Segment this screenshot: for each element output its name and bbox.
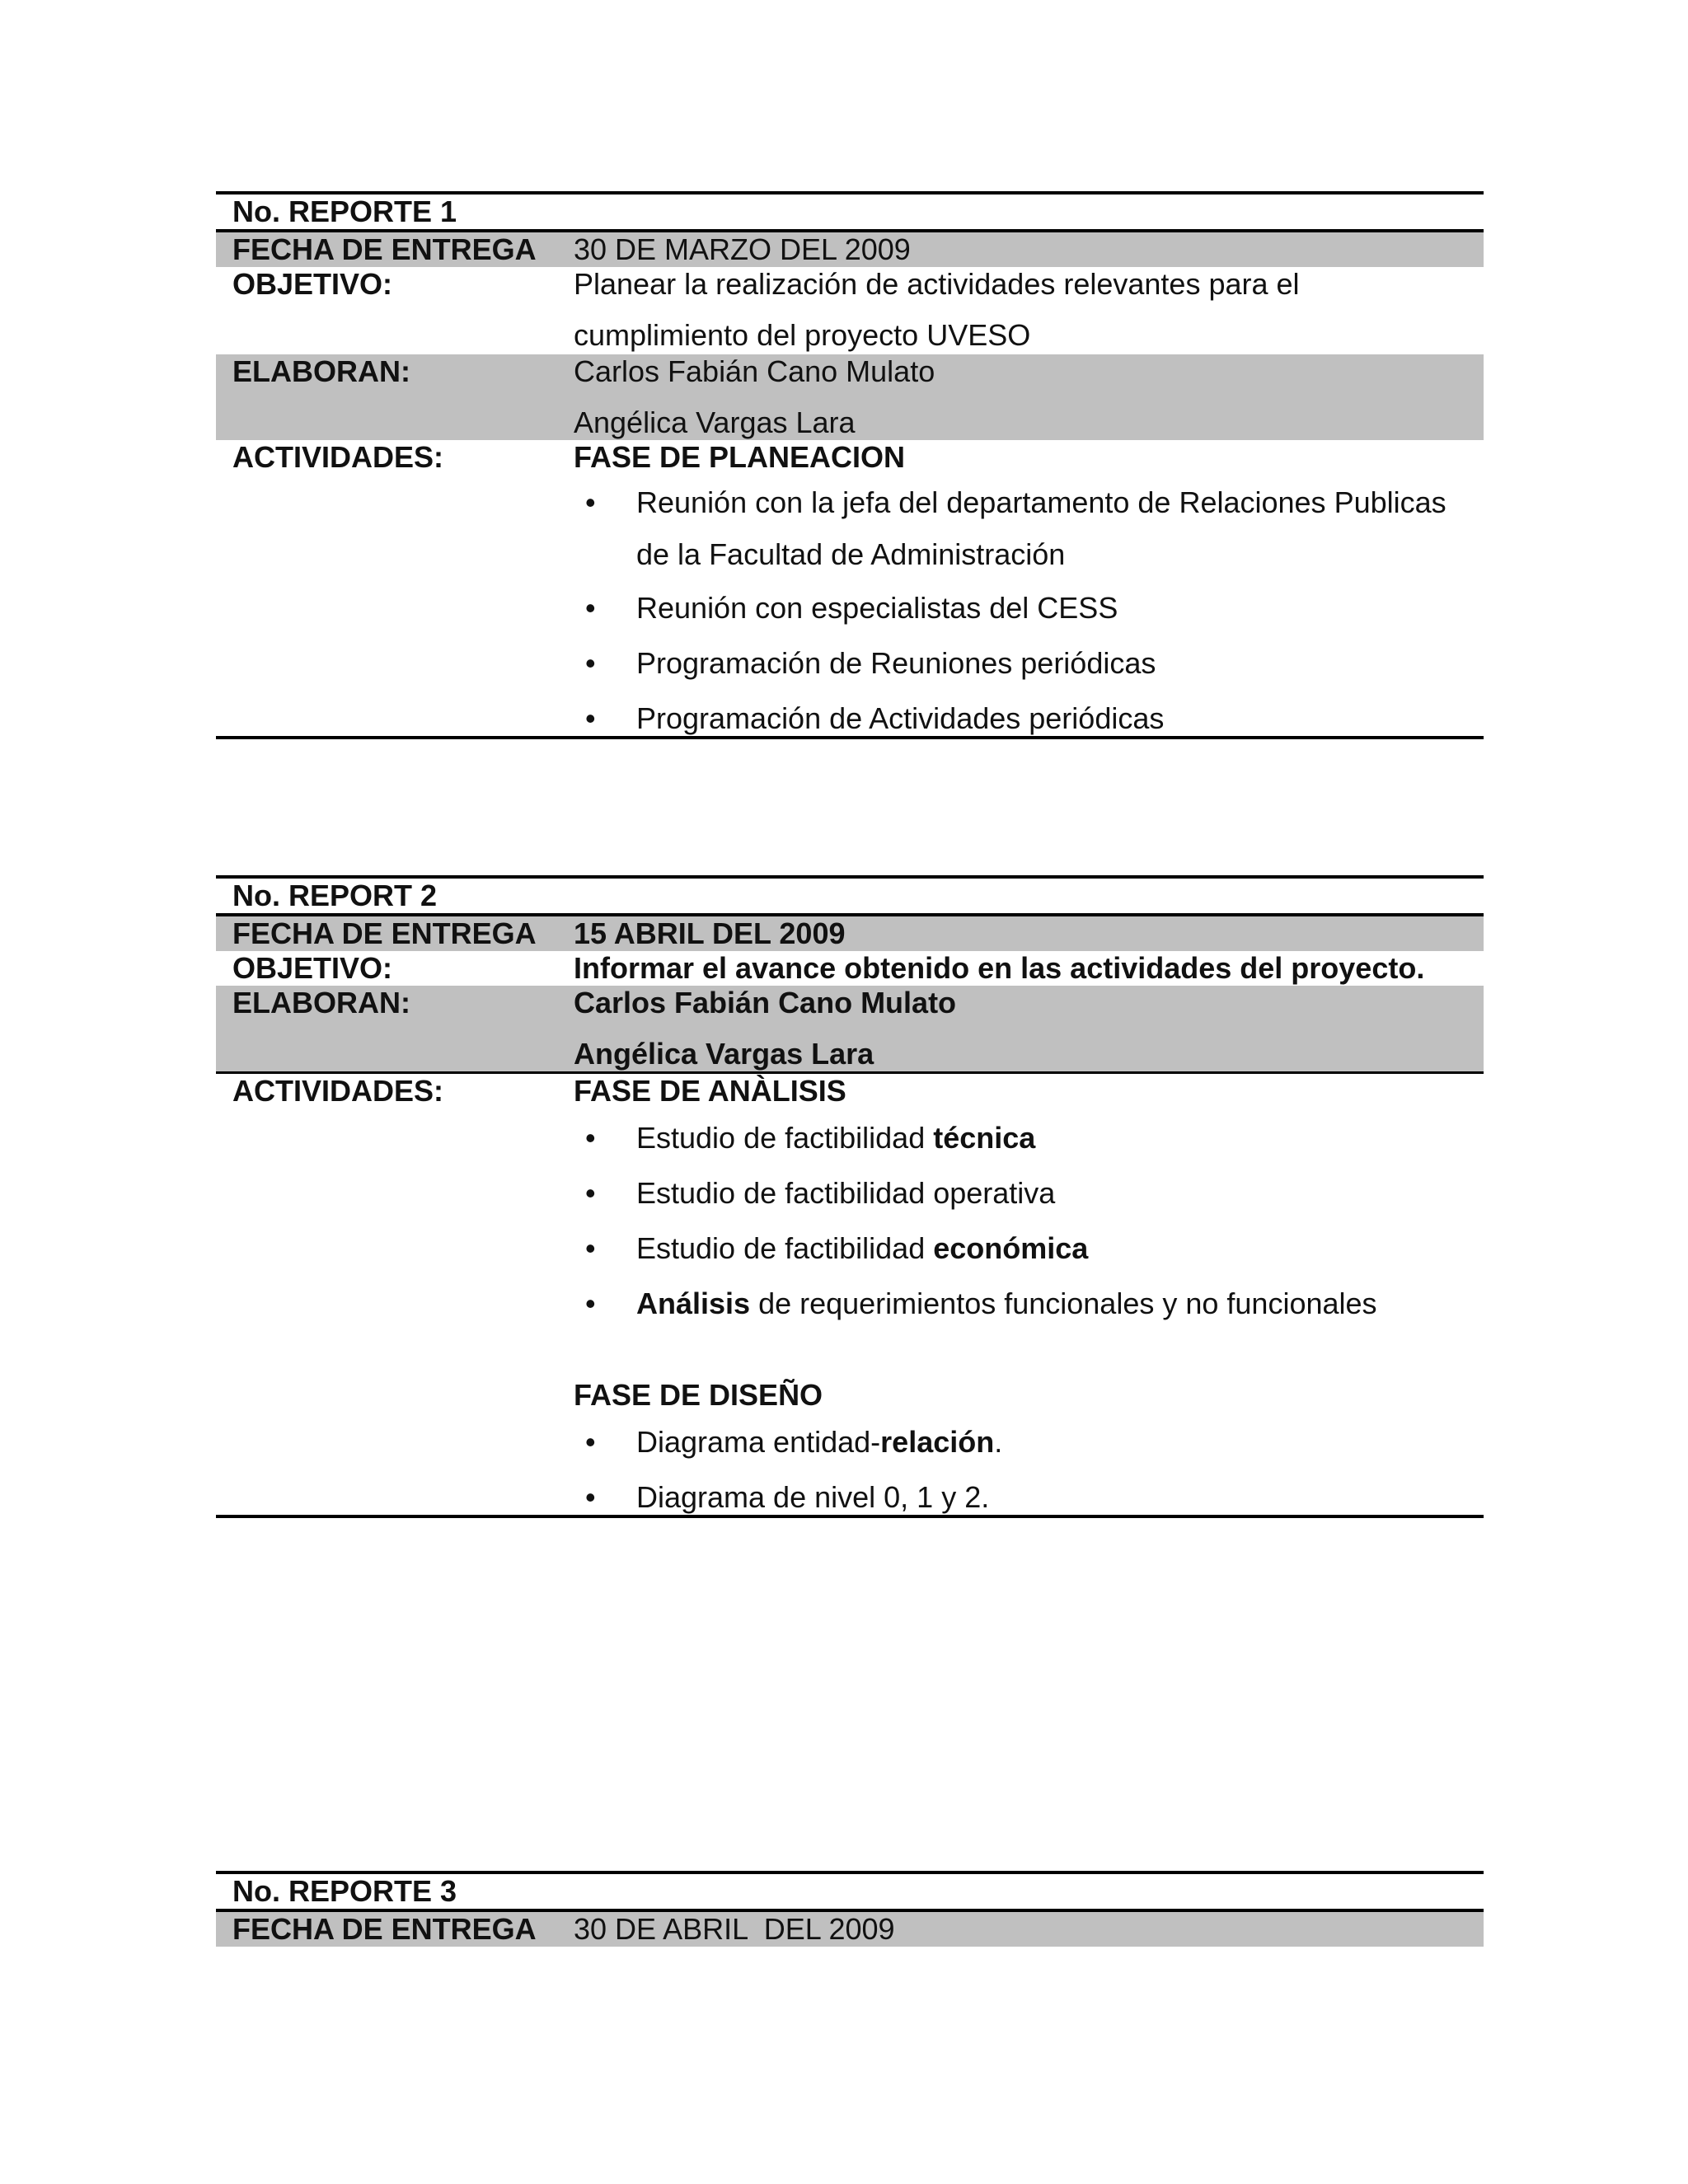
- objetivo-row: [216, 267, 1484, 354]
- report-number-label: No. REPORTE 1: [232, 194, 457, 228]
- fecha-label: FECHA DE ENTREGA: [232, 916, 537, 950]
- report-1: [216, 191, 1484, 739]
- actividades-label: ACTIVIDADES:: [232, 440, 444, 474]
- bullet-icon: •: [585, 1425, 596, 1459]
- bullet-icon: •: [585, 591, 596, 625]
- author-name: Carlos Fabián Cano Mulato: [574, 354, 935, 388]
- fecha-label: FECHA DE ENTREGA: [232, 232, 537, 266]
- author-name: Carlos Fabián Cano Mulato: [574, 986, 957, 1019]
- fecha-value: 30 DE ABRIL DEL 2009: [574, 1912, 895, 1946]
- author-name: Angélica Vargas Lara: [574, 405, 856, 439]
- fecha-row: [216, 916, 1484, 951]
- list-item: • Programación de Actividades periódicas: [574, 691, 1484, 746]
- list-item: • Programación de Reuniones periódicas: [574, 635, 1484, 691]
- fecha-value: 30 DE MARZO DEL 2009: [574, 232, 911, 266]
- actividades-row: [216, 440, 1484, 746]
- phase-title: FASE DE ANÀLISIS: [574, 1074, 846, 1108]
- objetivo-line-1: Planear la realización de actividades relevantes para el: [574, 267, 1300, 301]
- phase-title: FASE DE PLANEACION: [574, 440, 906, 474]
- elaboran-row: [216, 354, 1484, 440]
- bullet-icon: •: [585, 701, 596, 735]
- actividades-row: [216, 1074, 1484, 1525]
- elaboran-label: ELABORAN:: [232, 354, 410, 388]
- objetivo-line-2: cumplimiento del proyecto UVESO: [574, 318, 1031, 352]
- fecha-row: [216, 1912, 1484, 1947]
- list-item: • Diagrama de nivel 0, 1 y 2.: [574, 1469, 1484, 1525]
- fecha-value: 15 ABRIL DEL 2009: [574, 916, 846, 950]
- elaboran-row: [216, 986, 1484, 1071]
- author-name: Angélica Vargas Lara: [574, 1037, 874, 1071]
- list-item: • Estudio de factibilidad operativa: [574, 1165, 1484, 1221]
- list-item: • Análisis de requerimientos funcionales y no funcionales: [574, 1276, 1484, 1331]
- bullet-icon: •: [585, 646, 596, 680]
- bullet-icon: •: [585, 1176, 596, 1210]
- objetivo-value: Informar el avance obtenido en las actividades del proyecto.: [574, 951, 1425, 985]
- bullet-icon: •: [585, 1286, 596, 1320]
- elaboran-label: ELABORAN:: [232, 986, 410, 1019]
- bullet-icon: •: [585, 1231, 596, 1265]
- list-item: • Diagrama entidad-relación.: [574, 1414, 1484, 1469]
- report-3: [216, 1871, 1484, 1947]
- bullet-icon: •: [585, 1480, 596, 1514]
- phase-title: FASE DE DISEÑO: [574, 1378, 823, 1412]
- bullet-icon: •: [585, 1121, 596, 1155]
- objetivo-label: OBJETIVO:: [232, 951, 393, 985]
- bullet-icon: •: [585, 485, 596, 519]
- objetivo-label: OBJETIVO:: [232, 267, 393, 301]
- list-item: • Reunión con la jefa del departamento de Relaciones Publicas de la Facultad de Administración: [574, 476, 1484, 580]
- list-item: • Estudio de factibilidad económica: [574, 1221, 1484, 1276]
- report-2: [216, 875, 1484, 1518]
- actividades-label: ACTIVIDADES:: [232, 1074, 444, 1108]
- report-number-label: No. REPORT 2: [232, 879, 438, 912]
- list-item: • Estudio de factibilidad técnica: [574, 1110, 1484, 1165]
- report-number-label: No. REPORTE 3: [232, 1874, 457, 1908]
- fecha-label: FECHA DE ENTREGA: [232, 1912, 537, 1946]
- report-number-row: [216, 879, 1484, 913]
- report-number-row: [216, 1874, 1484, 1909]
- report-number-row: [216, 194, 1484, 229]
- list-item: • Reunión con especialistas del CESS: [574, 580, 1484, 635]
